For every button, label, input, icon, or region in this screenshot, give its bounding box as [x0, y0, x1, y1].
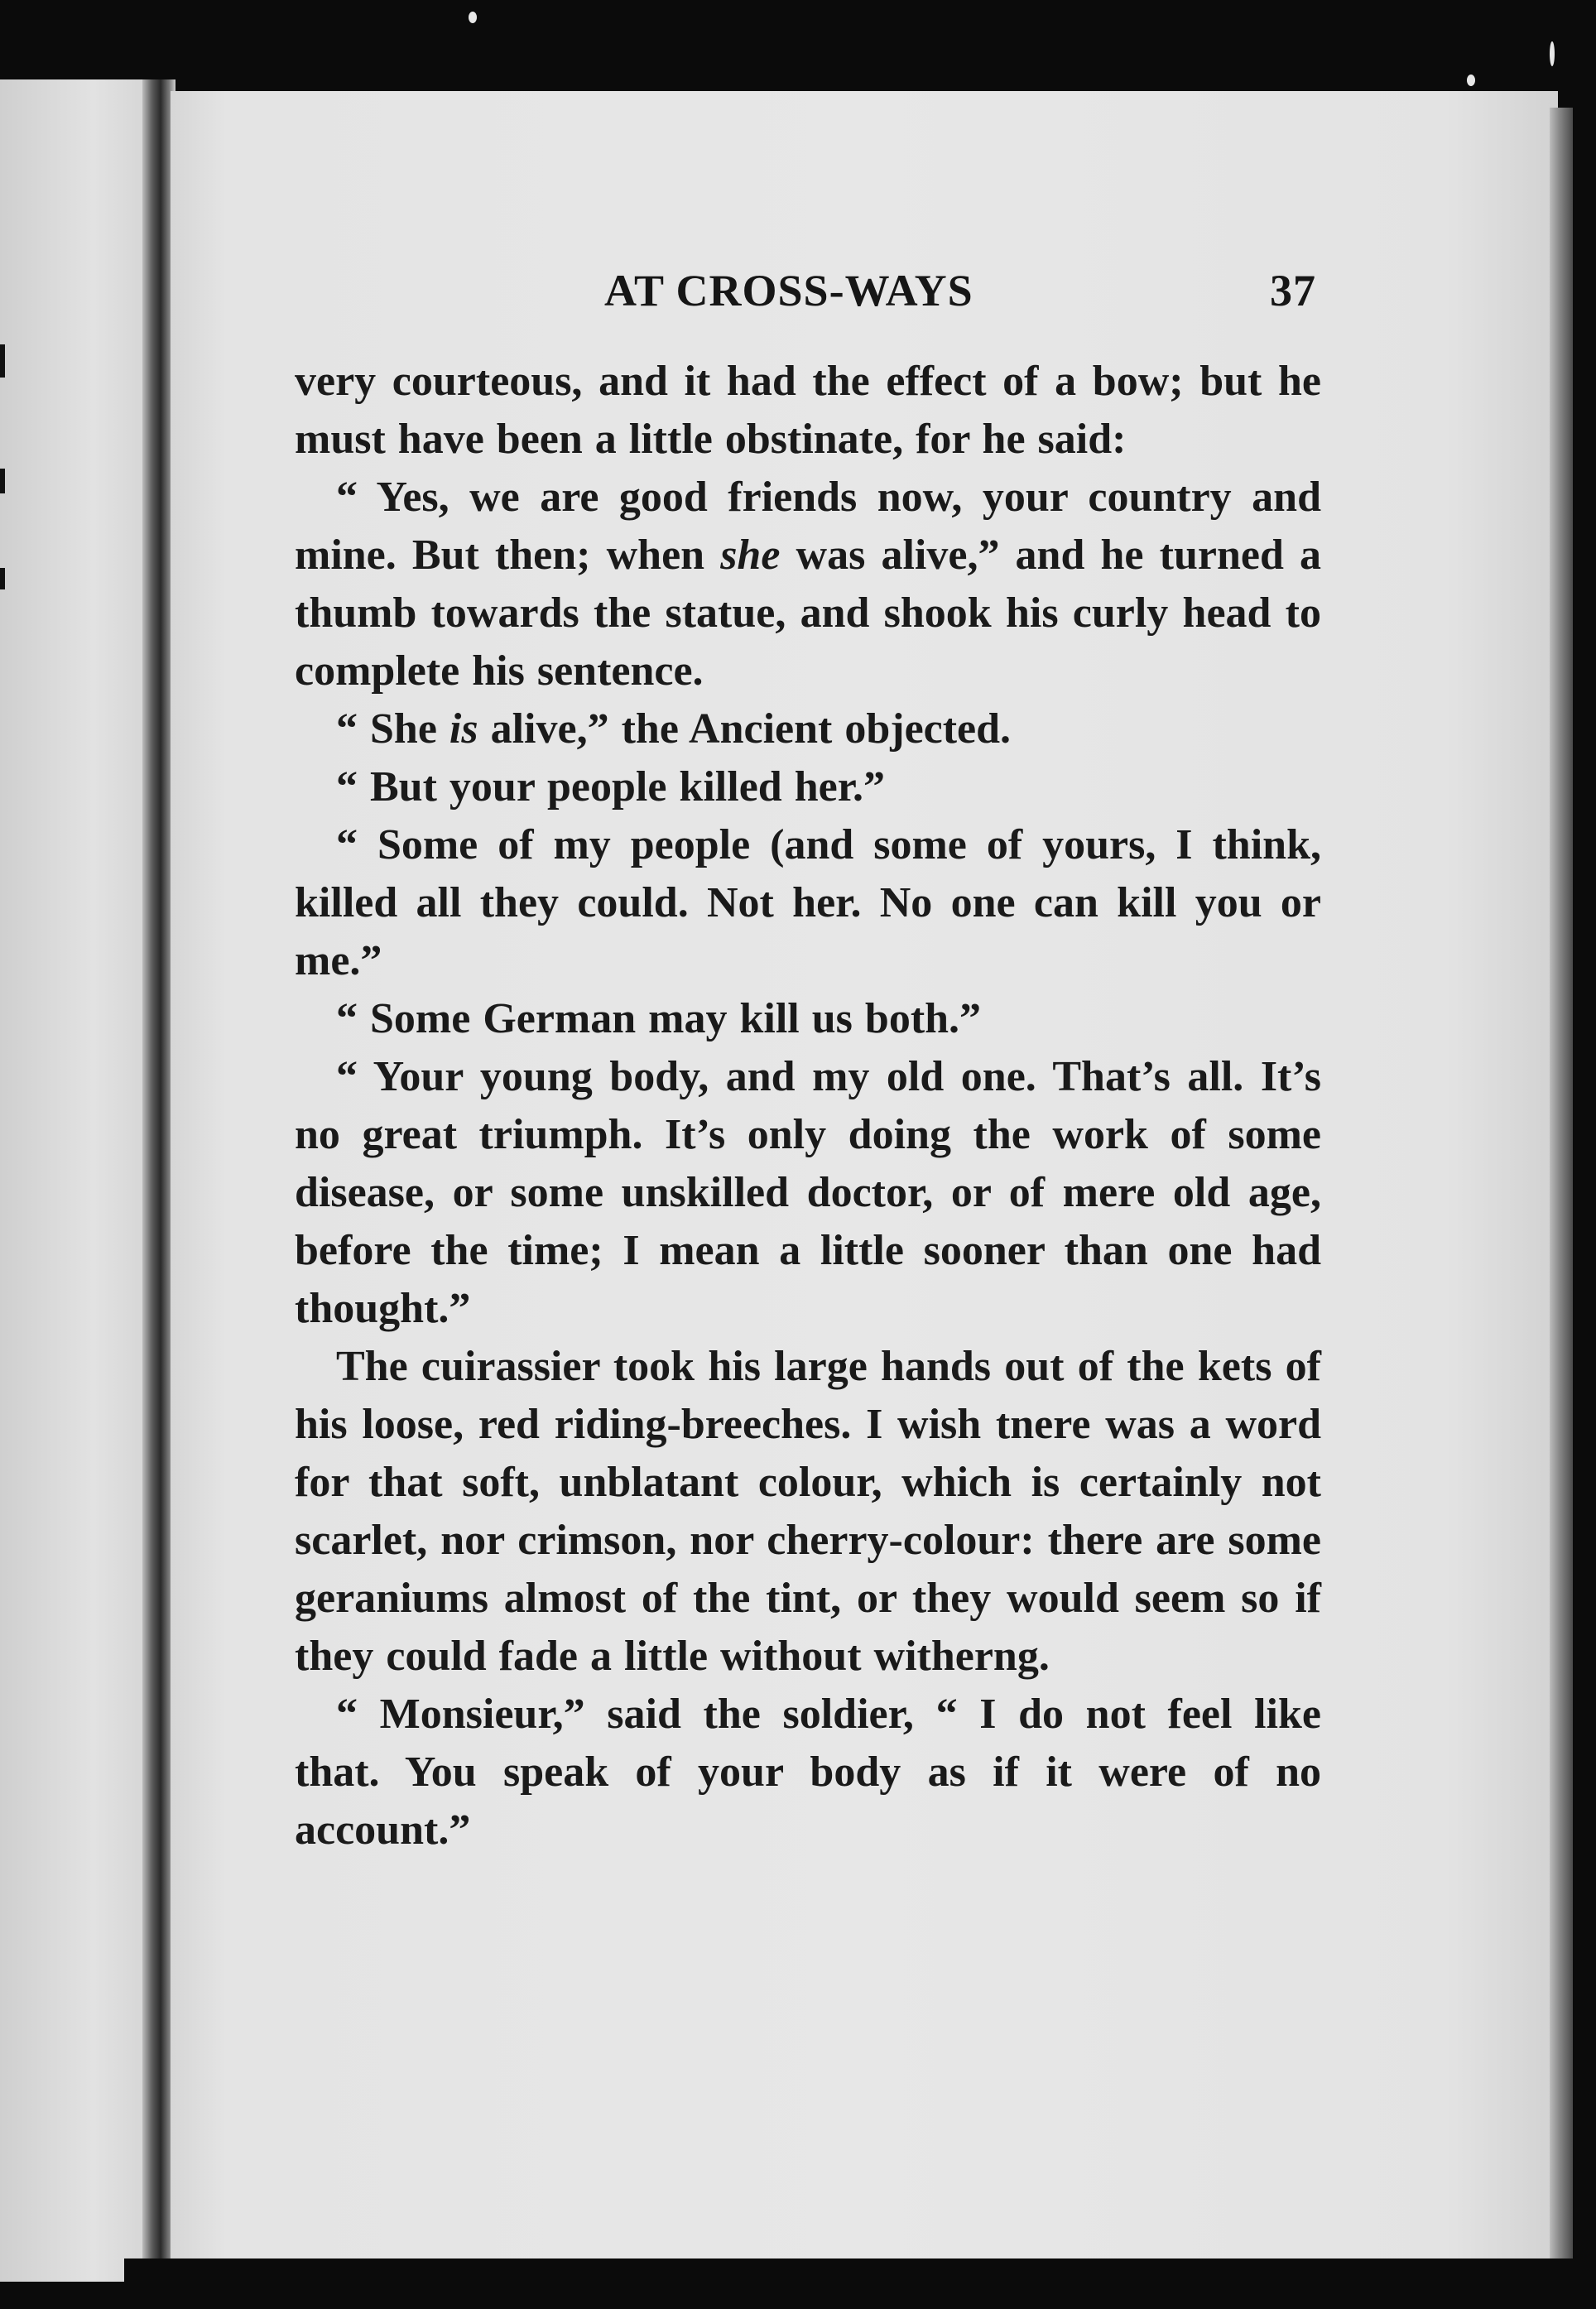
text-run: “ Your young body, and my old one. That’s all. It’s no great triumph. It’s only doing the work of some disease, or some unskilled doctor, or of mere old age, before the time; I mean a little sooner than one had thought.”	[295, 1053, 1321, 1332]
text-run: “ But your people killed her.”	[336, 763, 885, 811]
scan-speck	[469, 12, 477, 23]
paragraph	[295, 816, 1321, 990]
scan-speck	[1550, 41, 1555, 66]
page-number: 37	[1270, 266, 1316, 315]
page-edge-mark	[0, 568, 5, 589]
page-edge-mark	[0, 469, 5, 493]
chapter-title: AT CROSS-WAYS	[604, 266, 973, 315]
text-run: alive,” the Ancient objected.	[478, 705, 1012, 753]
body-text	[295, 353, 1321, 1859]
paragraph	[295, 1338, 1321, 1686]
text-run: “ Monsieur,” said the soldier, “ I do not feel like that. You speak of your body as if it were of no account.”	[295, 1691, 1321, 1854]
paragraph	[295, 758, 1321, 816]
italic-text: is	[449, 705, 478, 753]
scan-bottom-border	[124, 2258, 1581, 2309]
text-run: very courteous, and it had the effect of a bow; but he must have been a little obstinate, for he said:	[295, 358, 1321, 463]
paragraph	[295, 1048, 1321, 1338]
italic-text: she	[720, 532, 781, 579]
scan-speck	[1467, 75, 1475, 86]
text-run: “ Yes, we are good friends now, your country and mine. But then; when	[295, 474, 1321, 579]
text-run: was alive,” and he turned a thumb towards the statue, and shook his curly head to complete his sentence.	[295, 532, 1321, 695]
text-run: The cuirassier took his large hands out of the kets of his loose, red riding-breeches. I wish tnere was a word for that soft, unblatant colour, which is certainly not scarlet, nor crimson, nor cherry-colour: there are some geraniums almost of the tint, or they would seem so if they could fade a little without witherng.	[295, 1343, 1321, 1680]
paragraph	[295, 353, 1321, 469]
paragraph	[295, 990, 1321, 1048]
text-run: “ She	[336, 705, 449, 753]
text-run: “ Some of my people (and some of yours, I think, killed all they could. Not her. No one can kill you or me.”	[295, 821, 1321, 984]
paragraph	[295, 469, 1321, 700]
page-edge-mark	[0, 344, 5, 378]
page-block-edge	[1550, 108, 1573, 2277]
paragraph	[295, 1686, 1321, 1859]
text-run: “ Some German may kill us both.”	[336, 995, 982, 1042]
adjacent-left-page	[0, 79, 156, 2282]
running-head	[604, 265, 1316, 331]
paragraph	[295, 700, 1321, 758]
